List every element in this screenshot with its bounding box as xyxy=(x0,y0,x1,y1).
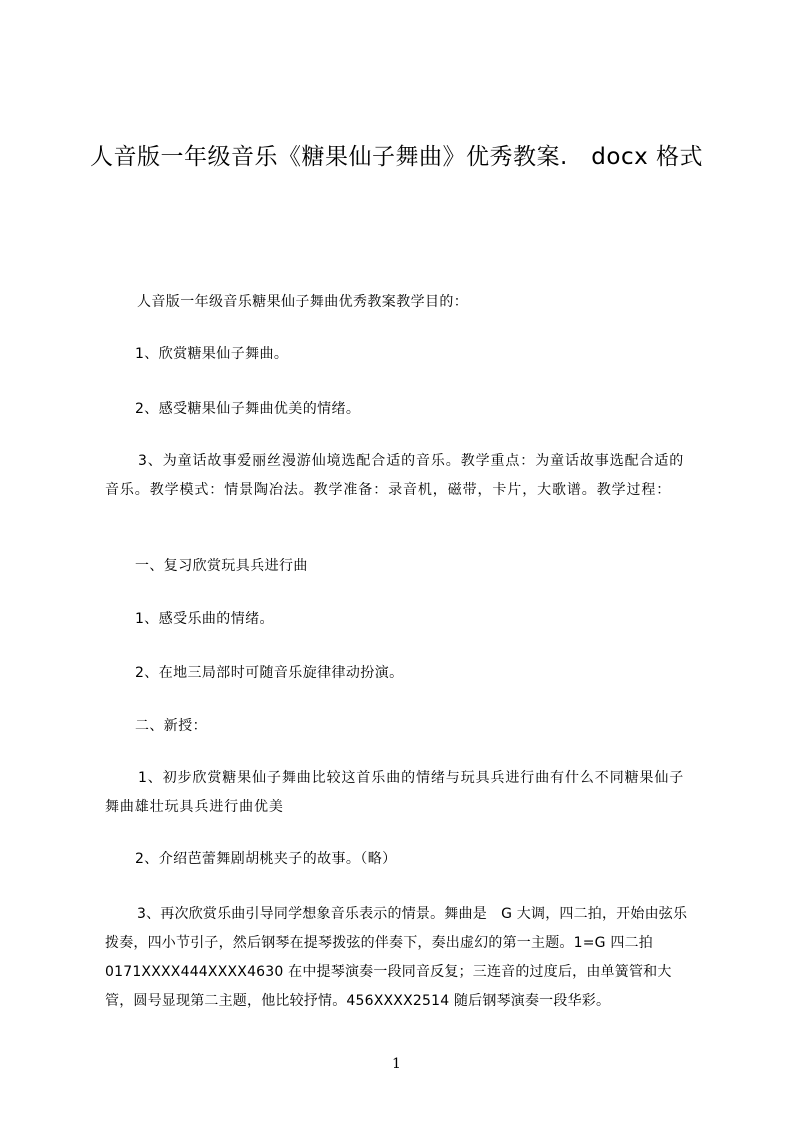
section-new-lesson-heading: 二、新授： xyxy=(135,718,207,734)
paragraph-item-3: 3、为童话故事爱丽丝漫游仙境选配合适的音乐。教学重点：为童话故事选配合适的音乐。教学模式：情景陶冶法。教学准备：录音机，磁带，卡片，大歌谱。教学过程： xyxy=(105,453,685,498)
paragraph-new-3: 3、再次欣赏乐曲引导同学想象音乐表示的情景。舞曲是 G 大调，四二拍，开始由弦乐拨奏，四小节引子，然后钢琴在提琴拨弦的伴奏下，奏出虚幻的第一主题。1=G 四二拍 0171XXXX444XXXX4630 在中提琴演奏一段同音反复；三连音的过度后，由单簧管和大管，圆号显现第二主题，他比较抒情。456XXXX2514 随后钢琴演奏一段华彩。 xyxy=(105,906,688,1009)
document-title: 人音版一年级音乐《糖果仙子舞曲》优秀教案. docx 格式 xyxy=(89,144,704,170)
paragraph-review-1: 1、感受乐曲的情绪。 xyxy=(135,611,274,627)
paragraph-new-1: 1、初步欣赏糖果仙子舞曲比较这首乐曲的情绪与玩具兵进行曲有什么不同糖果仙子舞曲雄壮玩具兵进行曲优美 xyxy=(105,770,685,815)
page-number: 1 xyxy=(392,1056,401,1072)
paragraph-item-2: 2、感受糖果仙子舞曲优美的情绪。 xyxy=(135,401,361,417)
paragraph-review-2: 2、在地三局部时可随音乐旋律律动扮演。 xyxy=(135,665,404,681)
section-review-heading: 一、复习欣赏玩具兵进行曲 xyxy=(135,558,308,574)
paragraph-teaching-purpose: 人音版一年级音乐糖果仙子舞曲优秀教案教学目的： xyxy=(137,294,469,310)
paragraph-item-1: 1、欣赏糖果仙子舞曲。 xyxy=(135,346,289,362)
paragraph-new-2: 2、介绍芭蕾舞剧胡桃夹子的故事。（略） xyxy=(135,851,397,867)
